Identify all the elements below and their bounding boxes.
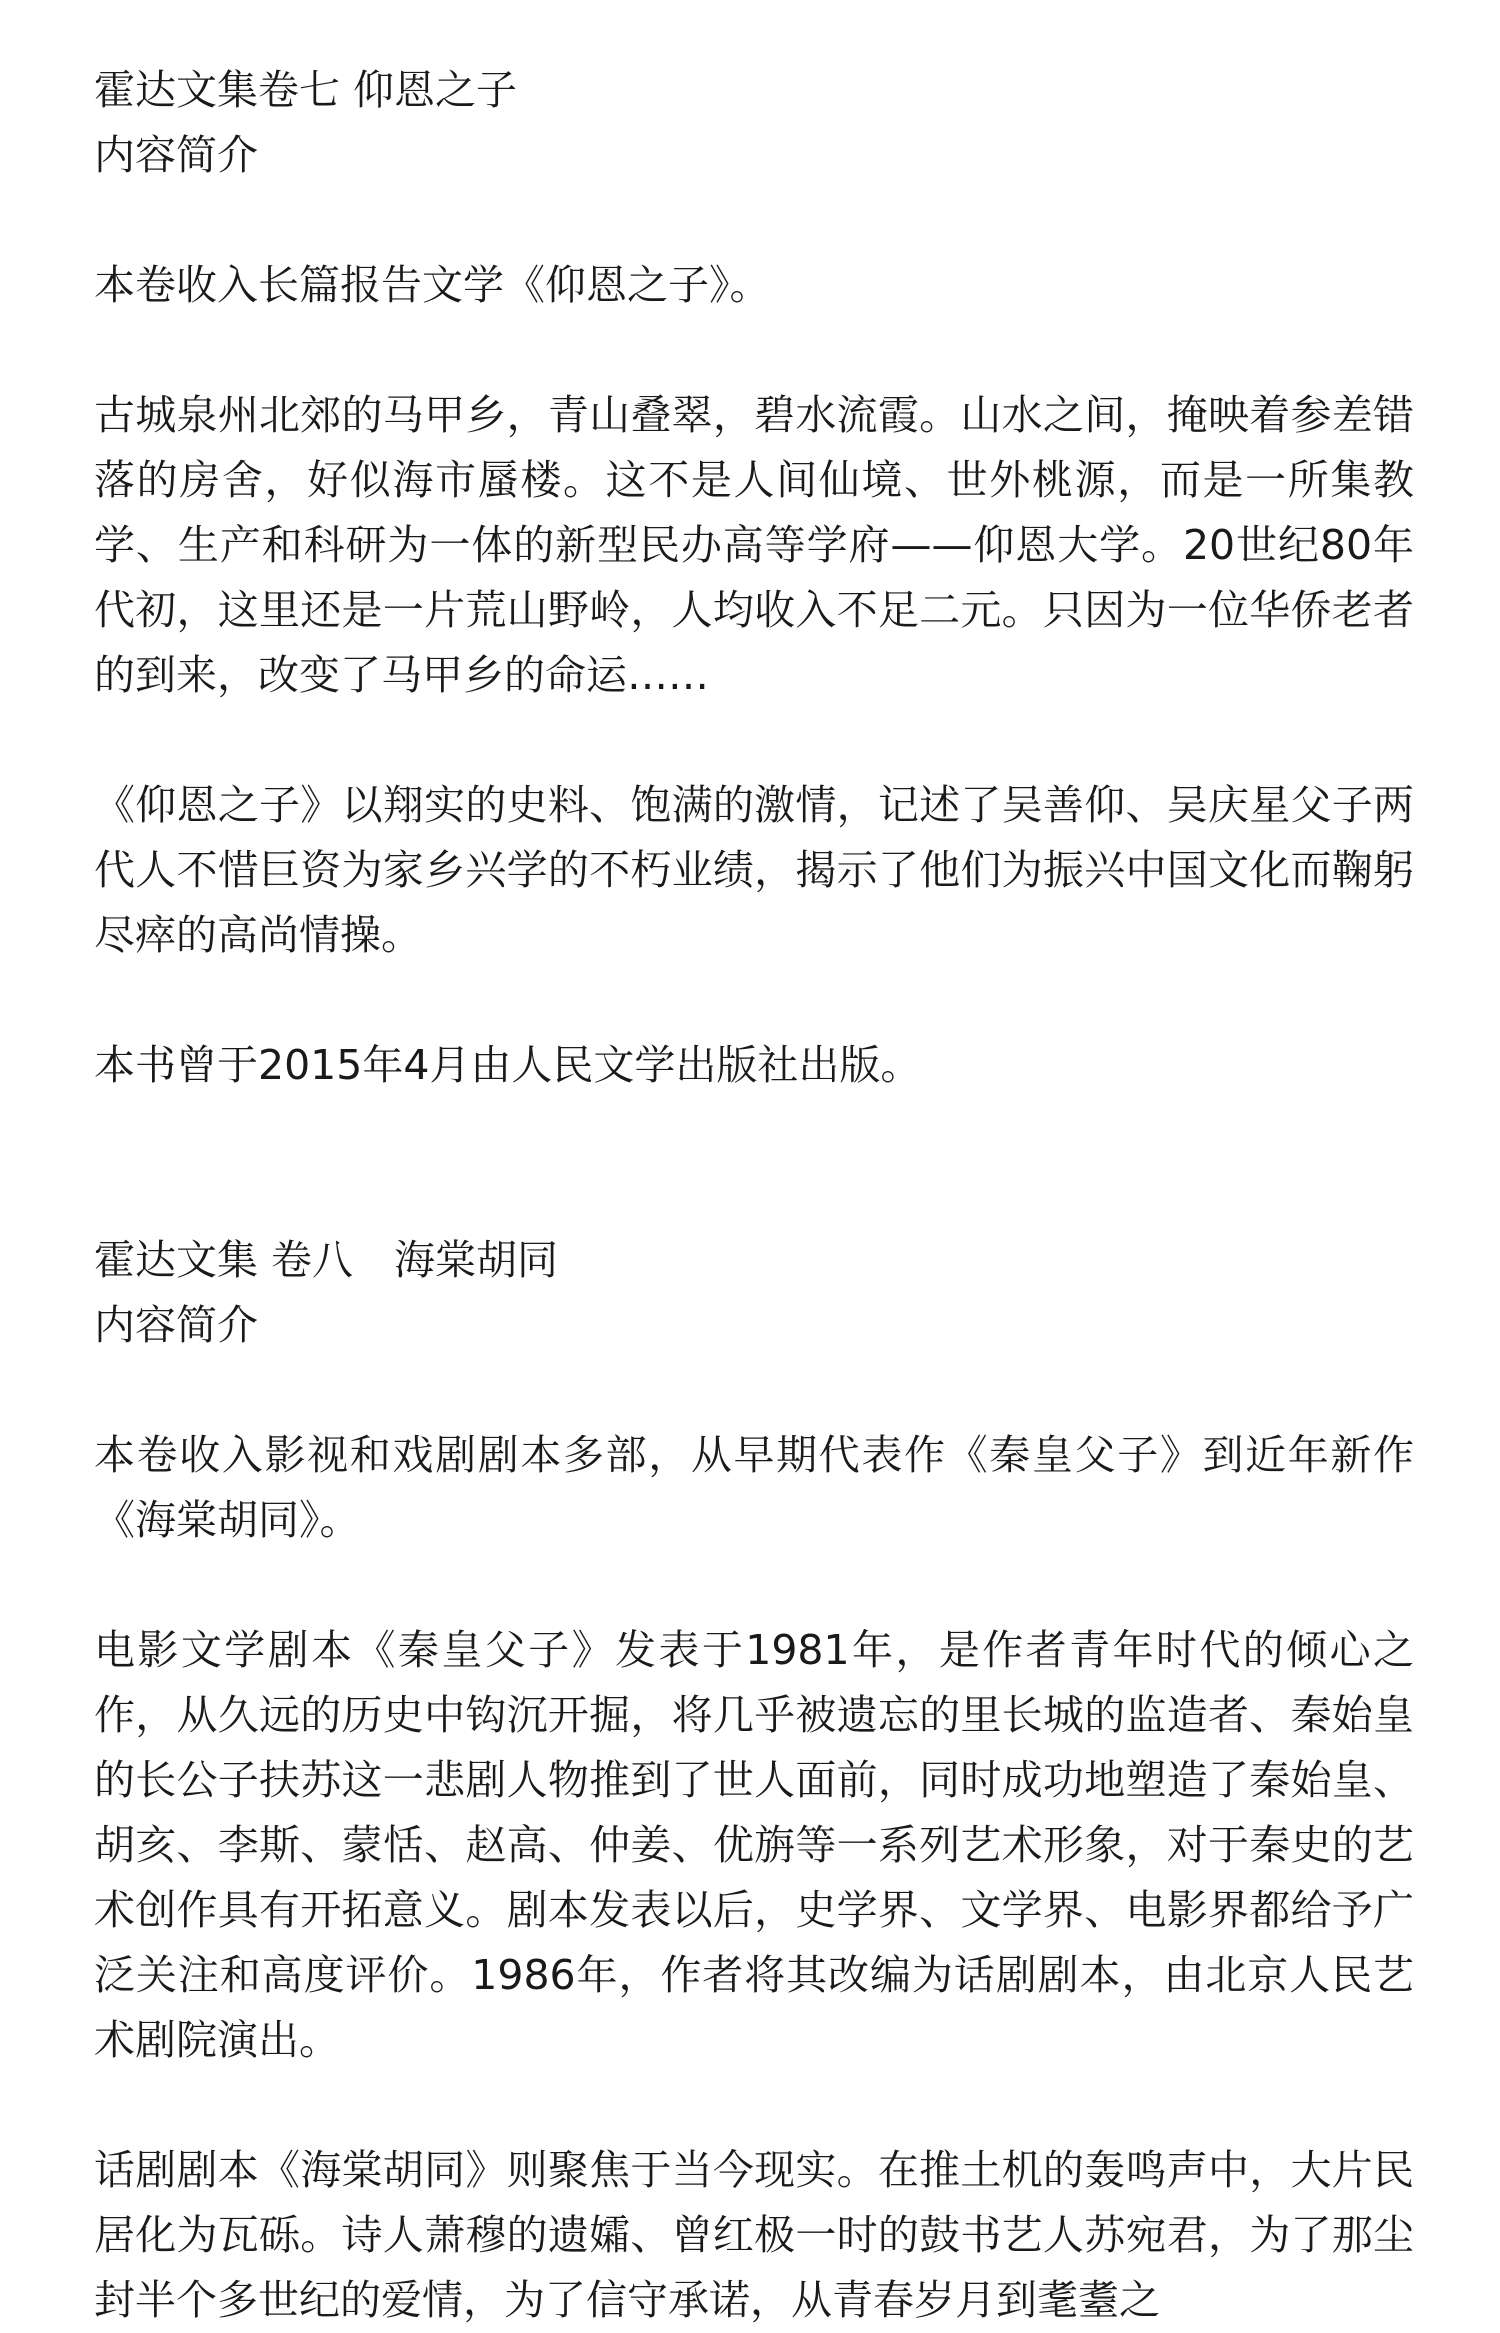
vol7-title: 霍达文集卷七 仰恩之子: [94, 66, 518, 114]
section-spacer: [94, 1098, 1414, 1228]
vol8-subtitle: 内容简介: [94, 1301, 258, 1349]
spacer: [94, 968, 1414, 1033]
spacer: [94, 708, 1414, 773]
vol7-paragraph-1: 本卷收入长篇报告文学《仰恩之子》。: [94, 261, 771, 309]
vol7-subtitle: 内容简介: [94, 131, 258, 179]
vol8-title: 霍达文集 卷八 海棠胡同: [94, 1236, 559, 1284]
vol7-paragraph-3: 《仰恩之子》以翔实的史料、饱满的激情，记述了吴善仰、吴庆星父子两代人不惜巨资为家乡兴学的不朽业绩，揭示了他们为振兴中国文化而鞠躬尽瘁的高尚情操。: [94, 781, 1414, 959]
vol7-paragraph-4: 本书曾于2015年4月由人民文学出版社出版。: [94, 1041, 922, 1089]
vol7-paragraph-2: 古城泉州北郊的马甲乡，青山叠翠，碧水流霞。山水之间，掩映着参差错落的房舍，好似海市蜃楼。这不是人间仙境、世外桃源，而是一所集教学、生产和科研为一体的新型民办高等学府——仰恩大学。20世纪80年代初，这里还是一片荒山野岭，人均收入不足二元。只因为一位华侨老者的到来，改变了马甲乡的命运……: [94, 391, 1414, 699]
document-page: [94, 58, 1414, 2333]
spacer: [94, 318, 1414, 383]
spacer: [94, 188, 1414, 253]
spacer: [94, 1553, 1414, 1618]
vol8-paragraph-3: 话剧剧本《海棠胡同》则聚焦于当今现实。在推土机的轰鸣声中，大片民居化为瓦砾。诗人萧穆的遗孀、曾红极一时的鼓书艺人苏宛君，为了那尘封半个多世纪的爱情，为了信守承诺，从青春岁月到耄耋之: [94, 2146, 1414, 2324]
vol8-paragraph-2: 电影文学剧本《秦皇父子》发表于1981年，是作者青年时代的倾心之作，从久远的历史中钩沉开掘，将几乎被遗忘的里长城的监造者、秦始皇的长公子扶苏这一悲剧人物推到了世人面前，同时成功地塑造了秦始皇、胡亥、李斯、蒙恬、赵高、仲姜、优旃等一系列艺术形象，对于秦史的艺术创作具有开拓意义。剧本发表以后，史学界、文学界、电影界都给予广泛关注和高度评价。1986年，作者将其改编为话剧剧本，由北京人民艺术剧院演出。: [94, 1626, 1414, 2064]
vol8-paragraph-1: 本卷收入影视和戏剧剧本多部，从早期代表作《秦皇父子》到近年新作《海棠胡同》。: [94, 1431, 1414, 1544]
spacer: [94, 1358, 1414, 1423]
spacer: [94, 2073, 1414, 2138]
